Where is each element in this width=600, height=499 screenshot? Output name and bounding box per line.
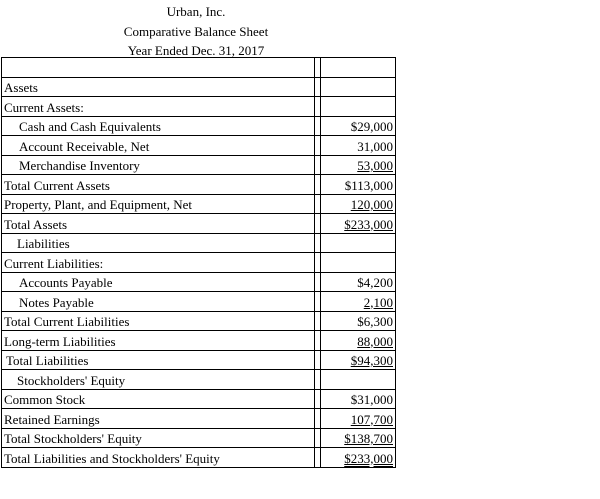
row-amount: $31,000	[321, 389, 396, 409]
row-label: Total Stockholders' Equity	[2, 428, 315, 448]
section-heading-equity: Stockholders' Equity	[2, 370, 315, 390]
row-label: Current Liabilities:	[2, 253, 315, 273]
statement-period: Year Ended Dec. 31, 2017	[127, 43, 265, 58]
row-label: Current Assets:	[2, 97, 315, 117]
table-row	[2, 214, 396, 234]
table-row	[2, 331, 396, 351]
row-amount	[321, 350, 396, 370]
amount-text: $94,300	[350, 353, 393, 368]
table-row	[2, 77, 396, 97]
table-row	[2, 97, 396, 117]
table-row	[2, 448, 396, 468]
row-label: Cash and Cash Equivalents	[2, 116, 315, 136]
statement-title: Comparative Balance Sheet	[123, 23, 269, 39]
row-label: Property, Plant, and Equipment, Net	[2, 194, 315, 214]
table-row	[2, 58, 396, 78]
table-row	[2, 350, 396, 370]
row-label: Total Current Liabilities	[2, 311, 315, 331]
row-label: Total Assets	[2, 214, 315, 234]
table-row	[2, 370, 396, 390]
amount-text: 107,700	[350, 411, 393, 427]
table-row	[2, 233, 396, 253]
row-amount	[321, 409, 396, 429]
table-row	[2, 272, 396, 292]
table-row	[2, 409, 396, 429]
row-amount	[321, 292, 396, 312]
row-amount	[321, 194, 396, 214]
row-amount: $29,000	[321, 116, 396, 136]
amount-text: $233,000	[344, 216, 393, 232]
row-label: Notes Payable	[2, 292, 315, 312]
row-amount	[321, 448, 396, 468]
row-amount	[321, 77, 396, 97]
amount-text: 88,000	[357, 333, 393, 349]
table-row	[2, 389, 396, 409]
statement-header	[0, 2, 392, 61]
amount-text: 53,000	[357, 158, 393, 173]
row-amount	[321, 253, 396, 273]
table-row	[2, 194, 396, 214]
table-row	[2, 155, 396, 175]
table-row	[2, 428, 396, 448]
amount-text: $233,000	[344, 450, 393, 466]
amount-text: $138,700	[344, 431, 393, 446]
row-amount: $4,200	[321, 272, 396, 292]
row-label: Account Receivable, Net	[2, 136, 315, 156]
table-row	[2, 253, 396, 273]
table-row	[2, 136, 396, 156]
row-amount	[321, 331, 396, 351]
table-row	[2, 292, 396, 312]
row-amount: 31,000	[321, 136, 396, 156]
row-label: Retained Earnings	[2, 409, 315, 429]
row-label: Total Liabilities and Stockholders' Equity	[2, 448, 315, 468]
row-label: Merchandise Inventory	[2, 155, 315, 175]
row-amount	[321, 233, 396, 253]
row-amount	[321, 214, 396, 234]
row-amount	[321, 370, 396, 390]
row-label: Total Liabilities	[2, 350, 315, 370]
section-heading-assets: Assets	[2, 77, 315, 97]
row-label: Common Stock	[2, 389, 315, 409]
amount-text: 2,100	[363, 294, 393, 310]
table-row	[2, 116, 396, 136]
row-amount: $6,300	[321, 311, 396, 331]
row-label: Long-term Liabilities	[2, 331, 315, 351]
section-heading-liabilities: Liabilities	[2, 233, 315, 253]
row-label	[2, 58, 315, 78]
row-amount: $113,000	[321, 175, 396, 195]
table-row	[2, 311, 396, 331]
row-label: Accounts Payable	[2, 272, 315, 292]
row-label: Total Current Assets	[2, 175, 315, 195]
company-name: Urban, Inc.	[166, 4, 226, 19]
amount-text: 120,000	[350, 197, 393, 212]
table-row	[2, 175, 396, 195]
row-amount	[321, 428, 396, 448]
row-amount	[321, 58, 396, 78]
row-amount	[321, 97, 396, 117]
balance-sheet-table	[1, 57, 396, 468]
row-amount	[321, 155, 396, 175]
